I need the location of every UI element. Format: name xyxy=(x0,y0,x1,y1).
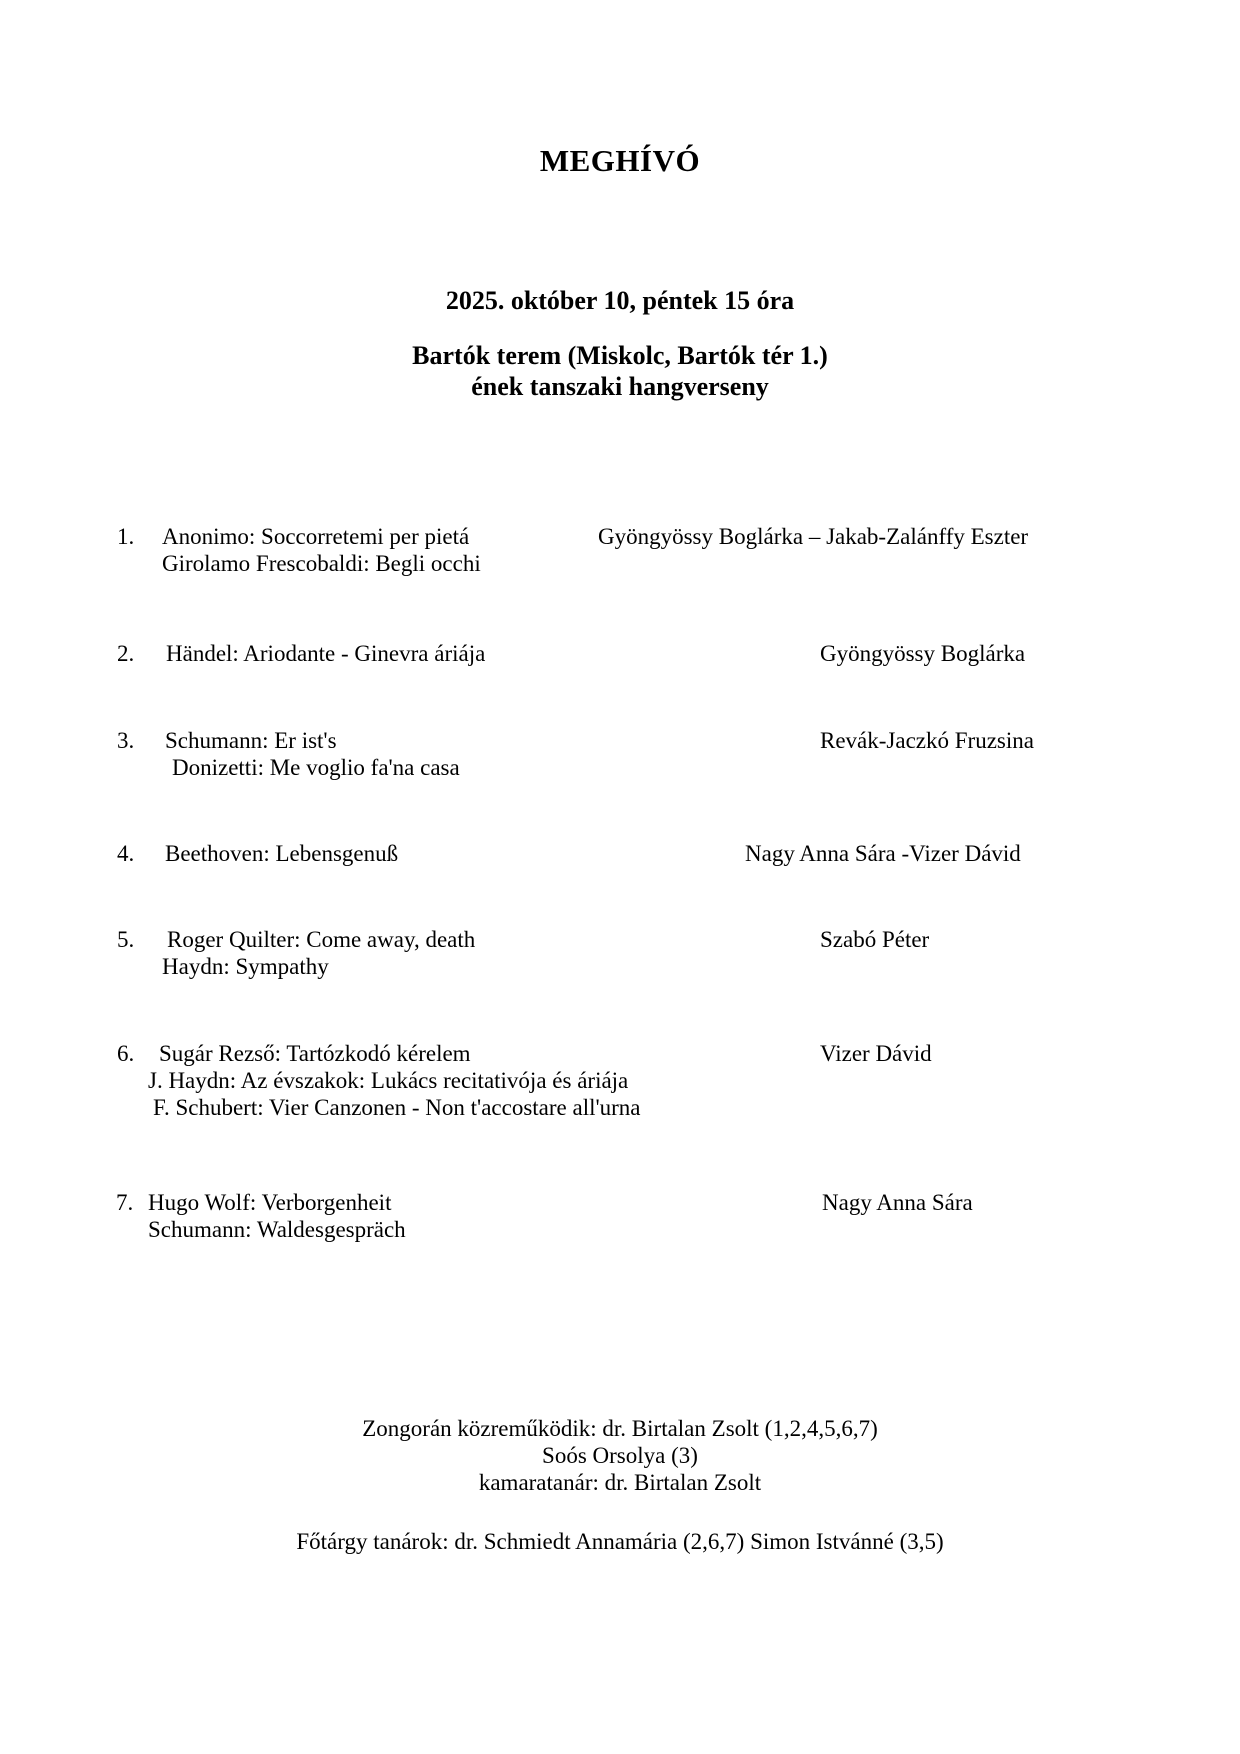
teachers-line: Főtárgy tanárok: dr. Schmiedt Annamária (2,6,7) Simon Istvánné (3,5) xyxy=(296,1529,944,1554)
performer-name: Gyöngyössy Boglárka – Jakab-Zalánffy Eszter xyxy=(598,524,1029,549)
event-subtitle: ének tanszaki hangverseny xyxy=(471,372,769,401)
program-item-number: 1. xyxy=(117,524,135,549)
performer-name: Revák-Jaczkó Fruzsina xyxy=(820,728,1034,753)
piece-line: Händel: Ariodante - Ginevra áriája xyxy=(166,641,486,666)
accompanist-line: kamaratanár: dr. Birtalan Zsolt xyxy=(478,1470,762,1495)
performer-name: Vizer Dávid xyxy=(820,1041,932,1066)
accompanists-block xyxy=(0,1415,1240,1496)
piece-line: Haydn: Sympathy xyxy=(162,954,329,979)
accompanist-line: Soós Orsolya (3) xyxy=(542,1443,698,1468)
piece-line: Roger Quilter: Come away, death xyxy=(167,927,476,952)
event-venue-line: Bartók terem (Miskolc, Bartók tér 1.) xyxy=(412,341,828,370)
accompanist-line: Zongorán közreműködik: dr. Birtalan Zsolt (1,2,4,5,6,7) xyxy=(362,1416,878,1441)
piece-line: Girolamo Frescobaldi: Begli occhi xyxy=(162,551,481,576)
piece-line: F. Schubert: Vier Canzonen - Non t'accostare all'urna xyxy=(153,1095,641,1120)
program-item-number: 3. xyxy=(117,728,135,753)
piece-line: Schumann: Er ist's xyxy=(165,728,337,753)
program-item-number: 5. xyxy=(117,927,135,952)
piece-line: Sugár Rezső: Tartózkodó kérelem xyxy=(159,1041,471,1066)
performer-name: Gyöngyössy Boglárka xyxy=(820,641,1026,666)
piece-line: Donizetti: Me voglio fa'na casa xyxy=(172,755,460,780)
program-item-number: 4. xyxy=(117,841,135,866)
event-date-line: 2025. október 10, péntek 15 óra xyxy=(445,286,795,315)
program-item-number: 2. xyxy=(117,641,135,666)
piece-line: J. Haydn: Az évszakok: Lukács recitativója és áriája xyxy=(148,1068,629,1093)
program-item-number: 7. xyxy=(116,1190,134,1215)
program-item-number: 6. xyxy=(117,1041,135,1066)
document-title: MEGHÍVÓ xyxy=(539,143,701,178)
piece-line: Schumann: Waldesgespräch xyxy=(148,1217,406,1242)
piece-line: Anonimo: Soccorretemi per pietá xyxy=(162,524,470,549)
performer-name: Szabó Péter xyxy=(820,927,930,952)
performer-name: Nagy Anna Sára xyxy=(822,1190,973,1215)
piece-line: Hugo Wolf: Verborgenheit xyxy=(148,1190,392,1215)
performer-name: Nagy Anna Sára -Vizer Dávid xyxy=(745,841,1021,866)
piece-line: Beethoven: Lebensgenuß xyxy=(165,841,399,866)
